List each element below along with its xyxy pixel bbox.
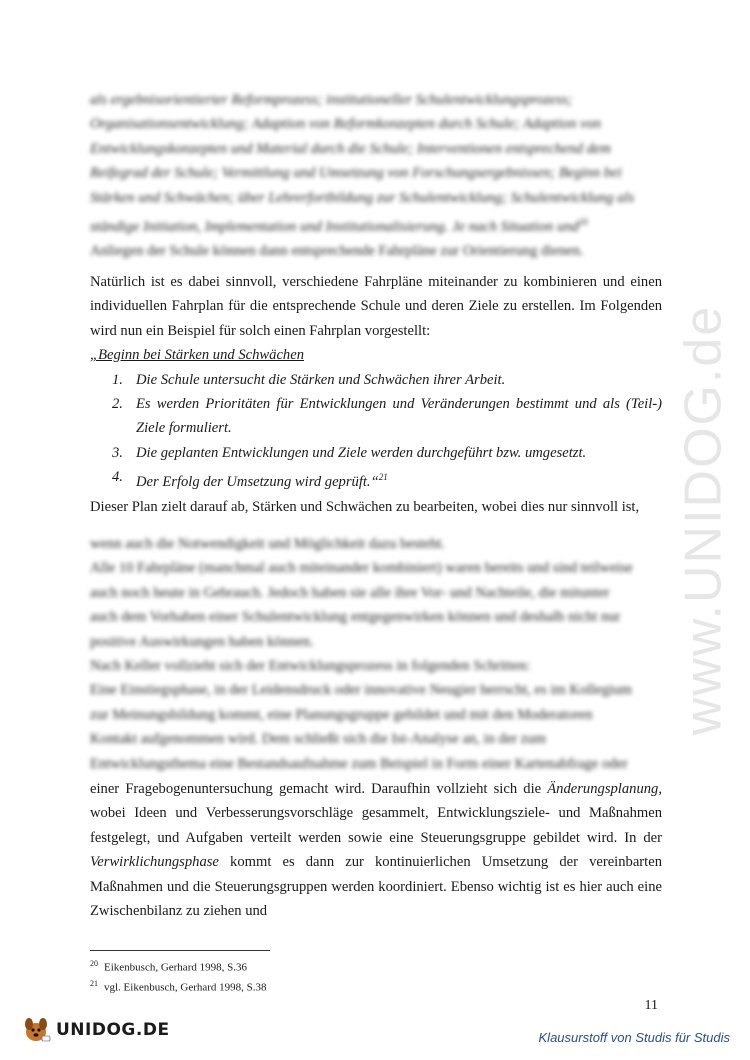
blurred-line: Reifegrad der Schule; Vermittlung und Umsetzung von Forschungsergebnissen; Beginn bei (90, 165, 622, 182)
blurred-line: zur Meinungsbildung kommt, eine Planungsgruppe gebildet und mit den Moderatoren (90, 706, 593, 723)
blurred-line: Eine Einstiegsphase, in der Leidensdruck oder innovative Neugier herrscht, es im Kollegium (90, 682, 632, 699)
blurred-line: auch dem Vorhaben einer Schulentwicklung entgegenwirken können und deshalb nicht nur (90, 609, 621, 626)
footnotes (90, 956, 267, 995)
page-number: 11 (644, 998, 658, 1013)
blurred-line: Alle 10 Fahrpläne (manchmal auch miteinander kombiniert) waren bereits und sind teilweise (90, 560, 633, 577)
blurred-line: positive Auswirkungen haben können. (90, 633, 314, 650)
blurred-top-paragraph (90, 88, 662, 264)
footnote: $^{20}$ Eikenbusch, Gerhard 1998, S.36 (90, 959, 247, 974)
blurred-line: Stärken und Schwächen; über Lehrerfortbildung zur Schulentwicklung; Schulentwicklung als (90, 189, 635, 206)
footnote-divider (90, 950, 270, 951)
blurred-line: ständige Initiation, Implementation und Institutionalisierung. Je nach Situation und$^{20}$ (90, 217, 588, 235)
blurred-line: Organisationsentwicklung; Adaption von Reformkonzepten durch Schule; Adaption von (90, 116, 602, 133)
paragraph-plan: Dieser Plan zielt darauf ab, Stärken und Schwächen zu bearbeiten, wobei dies nur sinnvoll ist, (90, 498, 640, 515)
paragraph-process: einer Fragebogenuntersuchung gemacht wird. Daraufhin vollzieht sich die Änderungsplanung, wobei Ideen und Verbesserungsvorschläge gesammelt, Entwicklungsziele- und Maßnahmen festgelegt, und Aufgaben verteilt werden sowie eine Steuerungsgruppe gebildet wird. In der Verwirklichungsphase kommt es dann zur kontinuierlichen Umsetzung der vereinbarten Maßnahmen und die Steuerungsgruppen werden koordiniert. Ebenso wichtig ist es hier auch eine Zwischenbilanz zu ziehen und (90, 781, 662, 920)
blurred-line: Anliegen der Schule können dann entsprechende Fahrpläne zur Orientierung dienen. (90, 243, 584, 260)
term-verwirklichungsphase: Verwirklichungsphase (90, 854, 219, 871)
blurred-line: Entwicklungsthema eine Bestandsaufnahme zum Beispiel in Form einer Kartenabfrage oder (90, 755, 628, 772)
logo-text: UNIDOG.DE (56, 1020, 170, 1040)
paragraph-intro: Natürlich ist es dabei sinnvoll, verschiedene Fahrpläne miteinander zu kombinieren und einen individuellen Fahrplan für die entsprechende Schule und deren Ziele zu erstellen. Im Folgenden wird nun ein Beispiel für solch einen Fahrplan vorgestellt: (90, 274, 662, 339)
list-item: 2. Es werden Prioritäten für Entwicklungen und Veränderungen bestimmt und als (Teil-) Ziele formuliert. (112, 396, 662, 437)
blurred-line: Kontakt aufgenommen wird. Dem schließt sich die Ist-Analyse an, in der zum (90, 731, 546, 748)
steps-list (90, 368, 662, 495)
footnote-ref: 21 (378, 472, 388, 483)
blurred-line: als ergebnisorientierter Reformprozess; institutioneller Schulentwicklungsprozess; (90, 92, 573, 108)
list-item: 1. Die Schule untersucht die Stärken und Schwächen ihrer Arbeit. (112, 371, 506, 388)
blurred-line: Nach Keller vollzieht sich der Entwicklungsprozess in folgenden Schritten: (90, 658, 531, 675)
term-aenderungsplanung: Änderungsplanung, (547, 781, 662, 797)
footnote: $^{21}$ vgl. Eikenbusch, Gerhard 1998, S.38 (90, 978, 267, 994)
watermark: www.UNIDOG.de (674, 304, 732, 736)
list-item: 4. Der Erfolg der Umsetzung wird geprüft.“$^{21}$ (112, 469, 388, 491)
main-content (90, 270, 662, 519)
unidog-logo (22, 1016, 170, 1044)
dog-icon (22, 1016, 52, 1044)
footer-tagline: Klausurstoff von Studis für Studis (538, 1030, 730, 1045)
blurred-middle-paragraph (90, 532, 662, 776)
blurred-line: wenn auch die Notwendigkeit und Möglichkeit dazu besteht. (90, 536, 446, 552)
footnote-ref: 20 (578, 217, 588, 228)
quote-heading: „Beginn bei Stärken und Schwächen (90, 347, 304, 364)
list-item: 3. Die geplanten Entwicklungen und Ziele werden durchgeführt bzw. umgesetzt. (112, 444, 587, 461)
blurred-line: auch noch heute in Gebrauch. Jedoch haben sie alle ihre Vor- und Nachteile, die mitunter (90, 584, 610, 601)
blurred-line: Entwicklungskonzepten und Material durch die Schule; Interventionen entsprechend dem (90, 140, 611, 157)
